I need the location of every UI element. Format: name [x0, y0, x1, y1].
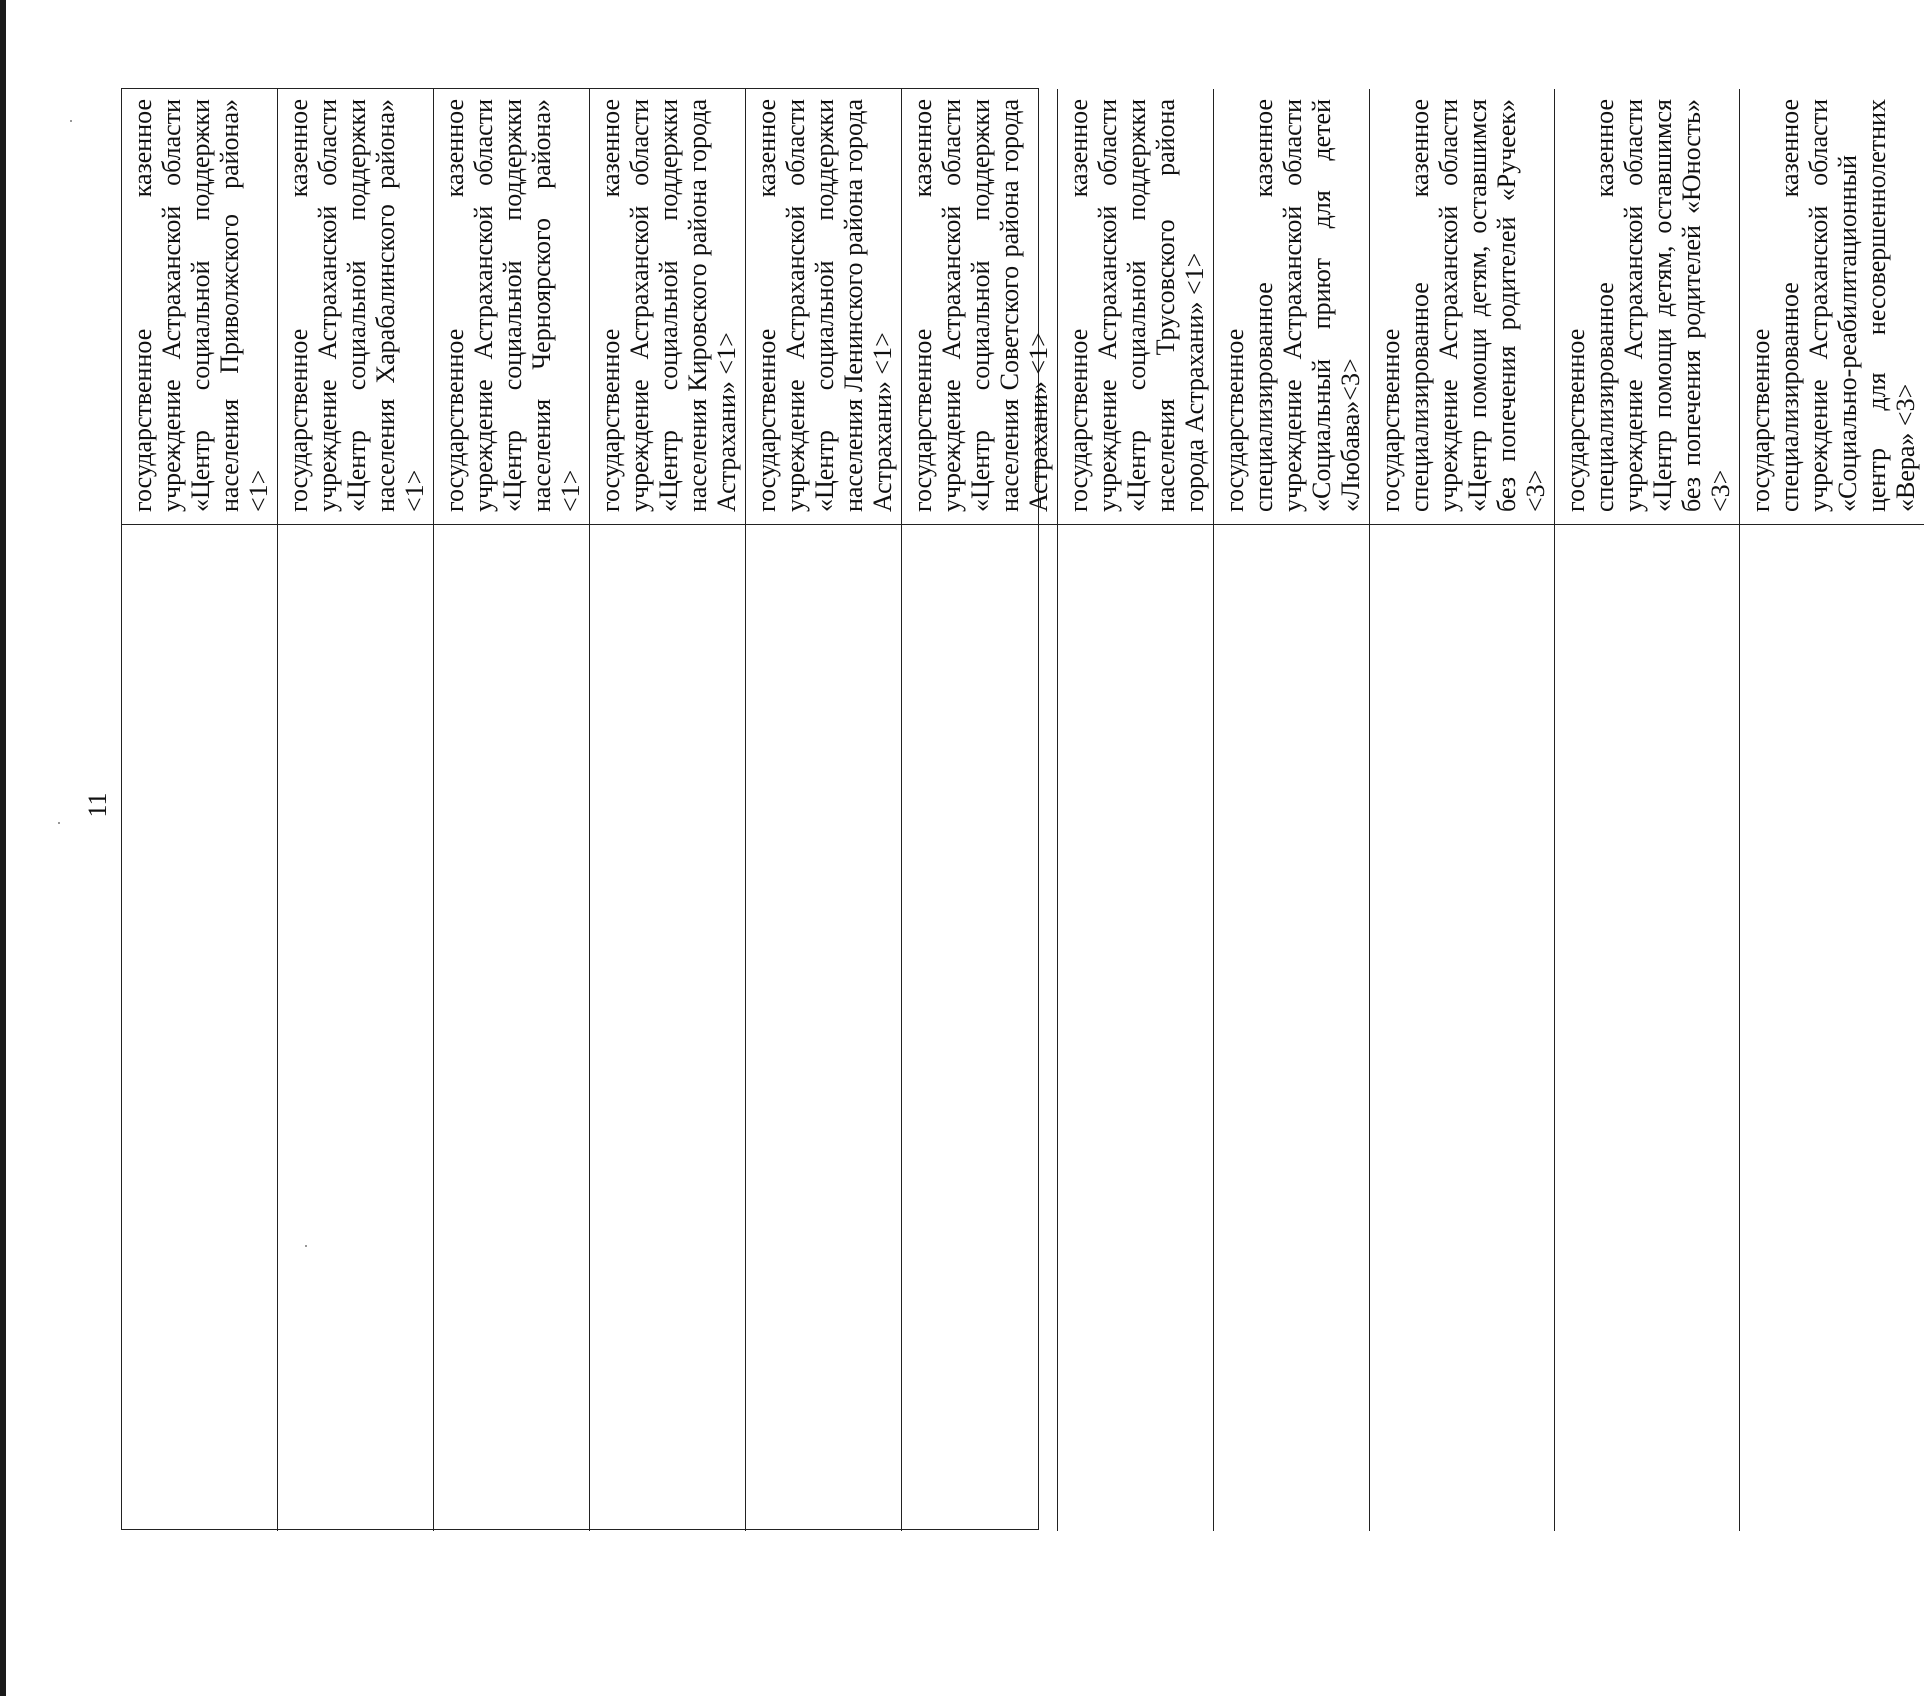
- table-body: [122, 89, 1920, 1531]
- table-cell-institution: государственное казенное учреждение Астраханской области «Центр социальной поддержки населения Советского района города Астрахани» <1>: [908, 99, 1053, 512]
- table-row: [278, 89, 434, 1531]
- table-row: [1740, 89, 1924, 1531]
- scan-speck: [70, 120, 72, 122]
- document-table: [121, 88, 1920, 1530]
- table-row: [1555, 89, 1740, 1531]
- page-number: 11: [83, 792, 112, 818]
- table-row: [746, 89, 902, 1531]
- table-cell-empty: [1740, 524, 1924, 1531]
- table-cell-institution: государственное специализированное казенное учреждение Астраханской области «Центр помощи детям, оставшимся без попечения родителей «Юность» <3>: [1561, 99, 1735, 512]
- table-cell-empty: [746, 524, 901, 1531]
- table-cell-empty: [122, 524, 277, 1531]
- table-cell-empty: [902, 524, 1057, 1531]
- table-cell-empty: [1058, 524, 1213, 1531]
- table-cell-institution: государственное специализированное казенное учреждение Астраханской области «Социально-реабилитационный центр для несовершеннолетних «Вера» <3>: [1746, 99, 1920, 512]
- table-cell-empty: [1555, 524, 1739, 1531]
- table-row: [1058, 89, 1214, 1531]
- table-cell-institution: государственное специализированное казенное учреждение Астраханской области «Социальный приют для детей «Любава»<3>: [1220, 99, 1365, 512]
- table-row: [1370, 89, 1555, 1531]
- table-cell-empty: [1214, 524, 1369, 1531]
- table-cell-institution: государственное казенное учреждение Астраханской области «Центр социальной поддержки населения Трусовского района города Астрахани» <1>: [1064, 99, 1209, 512]
- table-cell-institution: государственное казенное учреждение Астраханской области «Центр социальной поддержки населения Харабалинского района» <1>: [284, 99, 429, 512]
- table-cell-empty: [1370, 524, 1554, 1531]
- table-row: [434, 89, 590, 1531]
- table-row: [122, 89, 278, 1531]
- scan-speck: [58, 822, 60, 824]
- table-cell-institution: государственное казенное учреждение Астраханской области «Центр социальной поддержки населения Ленинского района города Астрахани» <1>: [752, 99, 897, 512]
- table-row: [902, 89, 1058, 1531]
- table-cell-empty: [434, 524, 589, 1531]
- table-cell-institution: государственное казенное учреждение Астраханской области «Центр социальной поддержки населения Черноярского района» <1>: [440, 99, 585, 512]
- table-cell-institution: государственное специализированное казенное учреждение Астраханской области «Центр помощи детям, оставшимся без попечения родителей «Ручеек» <3>: [1376, 99, 1550, 512]
- table-row: [1214, 89, 1370, 1531]
- table-cell-empty: [278, 524, 433, 1531]
- table-cell-institution: государственное казенное учреждение Астраханской области «Центр социальной поддержки населения Приволжского района» <1>: [128, 99, 273, 512]
- table-cell-empty: [590, 524, 745, 1531]
- scan-edge: [0, 0, 6, 1696]
- table-row: [590, 89, 746, 1531]
- table-cell-institution: государственное казенное учреждение Астраханской области «Центр социальной поддержки населения Кировского района города Астрахани» <1>: [596, 99, 741, 512]
